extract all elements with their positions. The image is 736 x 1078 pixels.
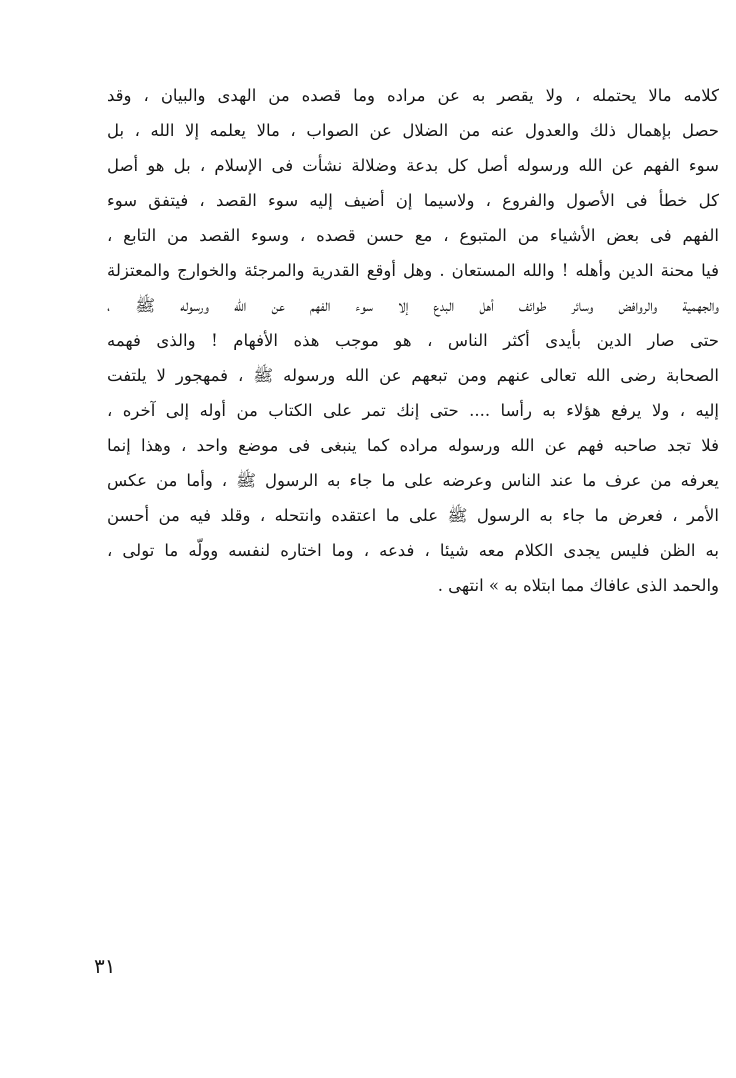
text-line: يعرفه من عرف ما عند الناس وعرضه على ما جاء به الرسول ﷺ ، وأما من عكس — [107, 471, 719, 490]
text-line: إليه ، ولا يرفع هؤلاء به رأسا .... حتى إنك تمر على الكتاب من أوله إلى آخره ، — [107, 401, 719, 420]
text-line: كل خطأ فى الأصول والفروع ، ولاسيما إن أضيف إليه سوء القصد ، فيتفق سوء — [107, 191, 719, 210]
text-line: كلامه مالا يحتمله ، ولا يقصر به عن مراده وما قصده من الهدى والبيان ، وقد — [107, 86, 719, 105]
text-line: سوء الفهم عن الله ورسوله أصل كل بدعة وضلالة نشأت فى الإسلام ، بل هو أصل — [107, 156, 719, 175]
text-line: به الظن فليس يجدى الكلام معه شيئا ، فدعه ، وما اختاره لنفسه وولّه ما تولى ، — [107, 541, 719, 560]
body-text — [107, 78, 719, 603]
text-line: الأمر ، فعرض ما جاء به الرسول ﷺ على ما اعتقده وانتحله ، وقلد فيه من أحسن — [107, 506, 719, 525]
text-line: حصل بإهمال ذلك والعدول عنه من الضلال عن الصواب ، مالا يعلمه إلا الله ، بل — [107, 121, 719, 140]
text-line: الفهم فى بعض الأشياء من المتبوع ، مع حسن قصده ، وسوء القصد من التابع ، — [107, 226, 719, 245]
text-line: حتى صار الدين بأيدى أكثر الناس ، هو موجب هذه الأفهام ! والذى فهمه — [107, 331, 719, 350]
page-number: ٣١ — [94, 954, 116, 978]
text-line: الصحابة رضى الله تعالى عنهم ومن تبعهم عن الله ورسوله ﷺ ، فمهجور لا يلتفت — [107, 366, 719, 385]
text-line-last: والحمد الذى عافاك مما ابتلاه به » انتهى . — [437, 576, 719, 595]
text-line: فيا محنة الدين وأهله ! والله المستعان . وهل أوقع القدرية والمرجئة والخوارج والمعتزلة — [107, 261, 719, 280]
text-line: والجهمية والروافض وسائر طوائف أهل البدع إلا سوء الفهم عن الله ورسوله ﷺ ، — [107, 296, 719, 315]
text-line: فلا تجد صاحبه فهم عن الله ورسوله مراده كما ينبغى فى موضع واحد ، وهذا إنما — [107, 436, 719, 455]
